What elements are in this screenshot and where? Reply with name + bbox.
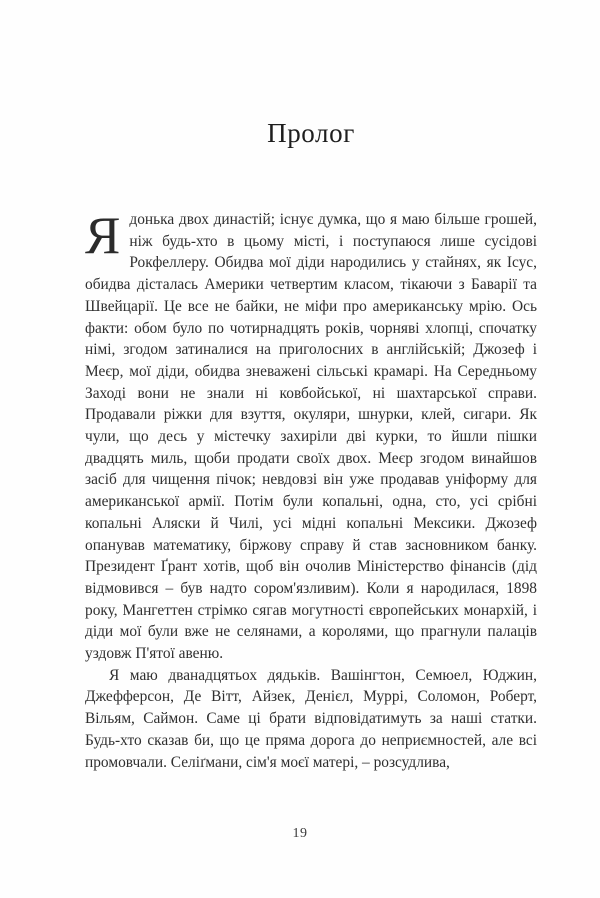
- page-number: 19: [292, 826, 308, 841]
- chapter-title: Пролог: [267, 118, 355, 148]
- prologue-paragraph-2: Я маю дванадцятьох дядьків. Вашінгтон, Семюел, Юджин, Джефферсон, Де Вітт, Айзек, Денієл, Муррі, Соломон, Роберт, Вільям, Саймон. Саме ці брати відповідатимуть за наші статки. Будь-хто сказав би, що це пряма дорога до неприємностей, але всі промовчали. Селіґмани, сім'я моєї матері, – розсудлива,: [85, 666, 537, 771]
- body-text-block: [85, 209, 537, 773]
- page-content: [85, 0, 537, 773]
- prologue-paragraph-1: Ядонька двох династій; існує думка, що я маю більше грошей, ніж будь-хто в цьому місті, і поступаюся лише сусідові Рокфеллеру. Обидва мої діди народились у стайнях, як Ісус, обидва дісталась Америки четвертим класом, тікаючи з Баварії та Швейцарії. Це все не байки, не міфи про американську мрію. Ось факти: обом було по чотирнадцять років, чорняві хлопці, спочатку німі, згодом затиналися на приголосних в англійській; Джозеф і Меєр, мої діди, обидва зневажені сільські крамарі. На Середньому Заході вони не знали ні ковбойської, ні шахтарської справи. Продавали ріжки для взуття, окуляри, шнурки, клей, сигари. Як чули, що десь у містечку захиріли дві курки, то йшли пішки двадцять миль, щоби продати своїх двох. Меєр згодом винайшов засіб для чищення пічок; невдовзі він уже продавав уніформу для американської армії. Потім були копальні, одна, сто, усі срібні копальні Аляски й Чилі, усі мідні копальні Мексики. Джозеф опанував математику, біржову справу й став засновником банку. Президент Ґрант хотів, щоб він очолив Міністерство фінансів (дід відмовився – був надто сором'язливим). Коли я народилася, 1898 року, Мангеттен стрімко сягав могутності європейських монархій, і діди мої були вже не селянами, а королями, що прагнули палаців уздовж П'ятої авеню.: [85, 207, 537, 663]
